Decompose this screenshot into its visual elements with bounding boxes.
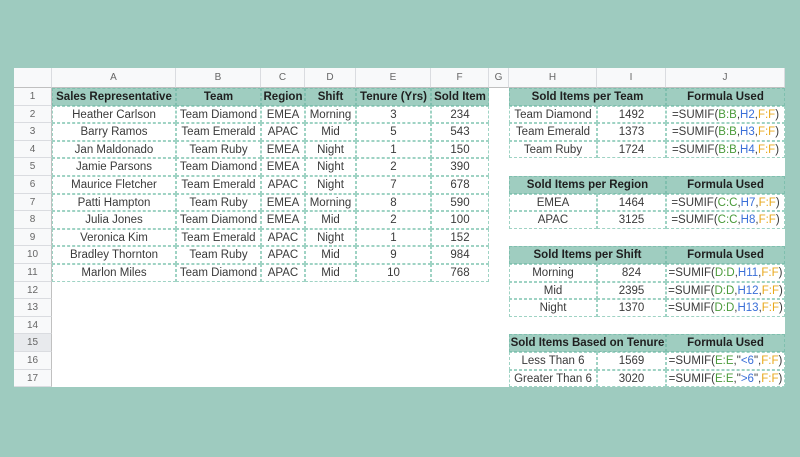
formula-token: <6 — [740, 355, 754, 367]
table-cell[interactable]: 3 — [356, 106, 431, 124]
formula-token: H8 — [740, 214, 756, 227]
formula-token: H3 — [740, 126, 755, 139]
formula-token: , — [736, 108, 741, 121]
row-header-13[interactable]: 13 — [14, 299, 52, 317]
formula-cell[interactable] — [666, 106, 785, 124]
header-cell[interactable]: Tenure (Yrs) — [356, 88, 431, 106]
summary-label[interactable]: Team Emerald — [509, 123, 597, 141]
formula-token: D:D — [714, 302, 735, 315]
formula-token: =SUMIF( — [668, 302, 715, 315]
table-cell[interactable]: EMEA — [261, 211, 305, 229]
formula-token: F:F — [761, 355, 779, 367]
formula-token: , — [758, 267, 762, 279]
table-cell[interactable]: Mid — [305, 211, 356, 229]
formula-header[interactable]: Formula Used — [666, 334, 785, 352]
summary-value[interactable]: 1724 — [597, 141, 666, 159]
table-cell[interactable]: Night — [305, 158, 356, 176]
row-header-7[interactable]: 7 — [14, 194, 52, 212]
formula-token: , — [754, 143, 758, 156]
table-cell[interactable]: 2 — [356, 158, 431, 176]
table-cell[interactable]: Team Emerald — [176, 229, 261, 247]
formula-token: H4 — [740, 143, 755, 156]
summary-label[interactable]: Mid — [509, 282, 597, 300]
summary-title[interactable]: Sold Items per Shift — [509, 246, 666, 264]
formula-cell[interactable] — [666, 370, 785, 388]
summary-label[interactable]: Team Diamond — [509, 106, 597, 124]
formula-token: =SUMIF( — [668, 355, 715, 367]
table-cell[interactable]: Night — [305, 229, 356, 247]
select-all-corner[interactable] — [14, 68, 52, 88]
formula-token: H7 — [740, 196, 756, 209]
formula-token: F:F — [761, 284, 780, 297]
table-cell[interactable]: APAC — [261, 176, 305, 194]
formula-token: ) — [775, 108, 780, 121]
table-cell[interactable]: Team Ruby — [176, 194, 261, 212]
header-cell[interactable]: Team — [176, 88, 261, 106]
table-cell[interactable]: Heather Carlson — [52, 106, 176, 124]
table-cell[interactable]: 152 — [431, 229, 489, 247]
formula-token: , — [736, 126, 741, 139]
row-header-16[interactable]: 16 — [14, 352, 52, 370]
table-cell[interactable]: Mid — [305, 123, 356, 141]
summary-value[interactable]: 1373 — [597, 123, 666, 141]
formula-token: ) — [775, 126, 780, 139]
formula-token: F:F — [757, 126, 776, 139]
column-header-A[interactable]: A — [52, 68, 176, 88]
formula-token: C:C — [717, 214, 738, 227]
formula-token: F:F — [761, 267, 779, 279]
column-header-H[interactable]: H — [509, 68, 597, 88]
formula-token: =SUMIF( — [671, 126, 719, 139]
formula-token: , — [758, 302, 762, 315]
formula-token: F:F — [761, 372, 779, 385]
formula-token: ) — [775, 214, 780, 227]
table-cell[interactable]: 7 — [356, 176, 431, 194]
formula-token: , — [736, 143, 741, 156]
table-cell[interactable]: 2 — [356, 211, 431, 229]
header-cell[interactable]: Sales Representative — [52, 88, 176, 106]
formula-token: ) — [778, 267, 783, 279]
table-cell[interactable]: Jan Maldonado — [52, 141, 176, 159]
formula-header[interactable]: Formula Used — [666, 176, 785, 194]
summary-value[interactable]: 3125 — [597, 211, 666, 229]
row-header-10[interactable]: 10 — [14, 246, 52, 264]
formula-token: =SUMIF( — [668, 284, 715, 297]
table-cell[interactable]: Team Ruby — [176, 246, 261, 264]
table-cell[interactable]: 768 — [431, 264, 489, 282]
formula-token: , — [755, 196, 759, 209]
formula-token: =SUMIF( — [668, 267, 715, 279]
table-cell[interactable]: Veronica Kim — [52, 229, 176, 247]
table-cell[interactable]: Patti Hampton — [52, 194, 176, 212]
formula-token: ) — [775, 143, 780, 156]
table-cell[interactable]: 1 — [356, 141, 431, 159]
formula-token: , — [754, 108, 758, 121]
formula-token: B:B — [718, 108, 737, 121]
table-cell[interactable]: 984 — [431, 246, 489, 264]
table-cell[interactable]: Jamie Parsons — [52, 158, 176, 176]
formula-token: E:E — [715, 372, 734, 385]
column-header-B[interactable]: B — [176, 68, 261, 88]
summary-label[interactable]: APAC — [509, 211, 597, 229]
table-cell[interactable]: Night — [305, 141, 356, 159]
row-header-2[interactable]: 2 — [14, 106, 52, 124]
summary-label[interactable]: EMEA — [509, 194, 597, 212]
table-cell[interactable]: APAC — [261, 246, 305, 264]
table-cell[interactable]: 5 — [356, 123, 431, 141]
table-cell[interactable]: 678 — [431, 176, 489, 194]
row-header-8[interactable]: 8 — [14, 211, 52, 229]
column-header-D[interactable]: D — [305, 68, 356, 88]
column-header-F[interactable]: F — [431, 68, 489, 88]
table-cell[interactable]: 590 — [431, 194, 489, 212]
formula-token: H12 — [737, 284, 759, 297]
formula-token: H13 — [737, 302, 759, 315]
formula-token: , — [737, 196, 741, 209]
table-cell[interactable]: Barry Ramos — [52, 123, 176, 141]
formula-token: =SUMIF( — [671, 196, 718, 209]
table-cell[interactable]: Marlon Miles — [52, 264, 176, 282]
summary-value[interactable]: 1464 — [597, 194, 666, 212]
table-cell[interactable]: Team Diamond — [176, 211, 261, 229]
table-cell[interactable]: Maurice Fletcher — [52, 176, 176, 194]
table-cell[interactable]: 150 — [431, 141, 489, 159]
formula-token: ) — [775, 196, 780, 209]
formula-token: =SUMIF( — [671, 143, 719, 156]
row-header-6[interactable]: 6 — [14, 176, 52, 194]
formula-token: ) — [778, 372, 783, 385]
table-cell[interactable]: 1 — [356, 229, 431, 247]
column-header-G[interactable]: G — [489, 68, 509, 88]
row-header-11[interactable]: 11 — [14, 264, 52, 282]
table-cell[interactable]: 10 — [356, 264, 431, 282]
formula-cell[interactable] — [666, 141, 785, 159]
summary-value[interactable]: 824 — [597, 264, 666, 282]
row-header-1[interactable]: 1 — [14, 88, 52, 106]
column-header-C[interactable]: C — [261, 68, 305, 88]
table-cell[interactable]: APAC — [261, 229, 305, 247]
row-header-4[interactable]: 4 — [14, 141, 52, 159]
table-cell[interactable]: APAC — [261, 123, 305, 141]
formula-token: H11 — [737, 267, 759, 279]
formula-token: , — [758, 284, 762, 297]
summary-value[interactable]: 3020 — [597, 370, 666, 388]
table-cell[interactable]: EMEA — [261, 141, 305, 159]
table-cell[interactable]: Team Diamond — [176, 106, 261, 124]
table-cell[interactable]: Bradley Thornton — [52, 246, 176, 264]
table-cell[interactable]: 8 — [356, 194, 431, 212]
formula-cell[interactable] — [666, 282, 785, 300]
formula-token: ) — [778, 355, 783, 367]
formula-token: F:F — [757, 143, 776, 156]
formula-token: ," — [733, 355, 741, 367]
table-cell[interactable]: APAC — [261, 264, 305, 282]
column-header-E[interactable]: E — [356, 68, 431, 88]
table-cell[interactable]: Team Diamond — [176, 158, 261, 176]
header-cell[interactable]: Shift — [305, 88, 356, 106]
spreadsheet-grid[interactable] — [14, 68, 785, 387]
table-cell[interactable]: Morning — [305, 106, 356, 124]
formula-token: F:F — [758, 214, 776, 227]
summary-value[interactable]: 2395 — [597, 282, 666, 300]
table-cell[interactable]: 543 — [431, 123, 489, 141]
formula-token: =SUMIF( — [671, 108, 719, 121]
formula-token: F:F — [761, 302, 780, 315]
formula-token: ", — [753, 372, 762, 385]
formula-cell[interactable] — [666, 211, 785, 229]
formula-token: ) — [779, 284, 783, 297]
formula-token: C:C — [717, 196, 738, 209]
table-cell[interactable]: EMEA — [261, 194, 305, 212]
table-cell[interactable]: Team Diamond — [176, 264, 261, 282]
formula-header[interactable]: Formula Used — [666, 88, 785, 106]
summary-label[interactable]: Greater Than 6 — [509, 370, 597, 388]
table-cell[interactable]: EMEA — [261, 158, 305, 176]
column-header-J[interactable]: J — [666, 68, 785, 88]
formula-token: D:D — [714, 284, 735, 297]
row-header-12[interactable]: 12 — [14, 282, 52, 300]
formula-token: ", — [753, 355, 762, 367]
formula-token: , — [734, 284, 738, 297]
table-cell[interactable]: Team Ruby — [176, 141, 261, 159]
formula-token: D:D — [714, 267, 735, 279]
formula-token: ," — [733, 372, 741, 385]
summary-label[interactable]: Team Ruby — [509, 141, 597, 159]
column-header-I[interactable]: I — [597, 68, 666, 88]
formula-token: E:E — [715, 355, 734, 367]
formula-token: B:B — [718, 143, 737, 156]
summary-title[interactable]: Sold Items per Region — [509, 176, 666, 194]
formula-cell[interactable] — [666, 299, 785, 317]
row-header-17[interactable]: 17 — [14, 370, 52, 388]
table-cell[interactable]: Team Emerald — [176, 176, 261, 194]
formula-header[interactable]: Formula Used — [666, 246, 785, 264]
row-header-5[interactable]: 5 — [14, 158, 52, 176]
row-header-15[interactable]: 15 — [14, 334, 52, 352]
formula-token: ) — [779, 302, 783, 315]
summary-value[interactable]: 1492 — [597, 106, 666, 124]
row-header-9[interactable]: 9 — [14, 229, 52, 247]
formula-token: =SUMIF( — [671, 214, 718, 227]
row-header-14[interactable]: 14 — [14, 317, 52, 335]
table-cell[interactable]: 100 — [431, 211, 489, 229]
formula-token: , — [755, 214, 759, 227]
table-cell[interactable]: 390 — [431, 158, 489, 176]
header-cell[interactable]: Region — [261, 88, 305, 106]
formula-token: F:F — [757, 108, 776, 121]
summary-label[interactable]: Morning — [509, 264, 597, 282]
formula-token: H2 — [740, 108, 755, 121]
summary-label[interactable]: Less Than 6 — [509, 352, 597, 370]
table-cell[interactable]: Team Emerald — [176, 123, 261, 141]
table-cell[interactable]: Mid — [305, 246, 356, 264]
summary-value[interactable]: 1569 — [597, 352, 666, 370]
formula-token: , — [734, 302, 738, 315]
formula-token: F:F — [758, 196, 776, 209]
header-cell[interactable]: Sold Item — [431, 88, 489, 106]
table-cell[interactable]: Morning — [305, 194, 356, 212]
formula-token: , — [734, 267, 738, 279]
summary-title[interactable]: Sold Items per Team — [509, 88, 666, 106]
table-cell[interactable]: Night — [305, 176, 356, 194]
formula-token: >6 — [740, 372, 754, 385]
formula-cell[interactable] — [666, 194, 785, 212]
table-cell[interactable]: 234 — [431, 106, 489, 124]
summary-value[interactable]: 1370 — [597, 299, 666, 317]
summary-title[interactable]: Sold Items Based on Tenure — [509, 334, 666, 352]
formula-token: , — [737, 214, 741, 227]
table-cell[interactable]: 9 — [356, 246, 431, 264]
formula-cell[interactable] — [666, 123, 785, 141]
summary-label[interactable]: Night — [509, 299, 597, 317]
table-cell[interactable]: Mid — [305, 264, 356, 282]
row-header-3[interactable]: 3 — [14, 123, 52, 141]
formula-token: , — [754, 126, 758, 139]
formula-token: B:B — [718, 126, 737, 139]
formula-token: =SUMIF( — [668, 372, 715, 385]
table-cell[interactable]: Julia Jones — [52, 211, 176, 229]
formula-cell[interactable] — [666, 264, 785, 282]
table-cell[interactable]: EMEA — [261, 106, 305, 124]
formula-cell[interactable] — [666, 352, 785, 370]
